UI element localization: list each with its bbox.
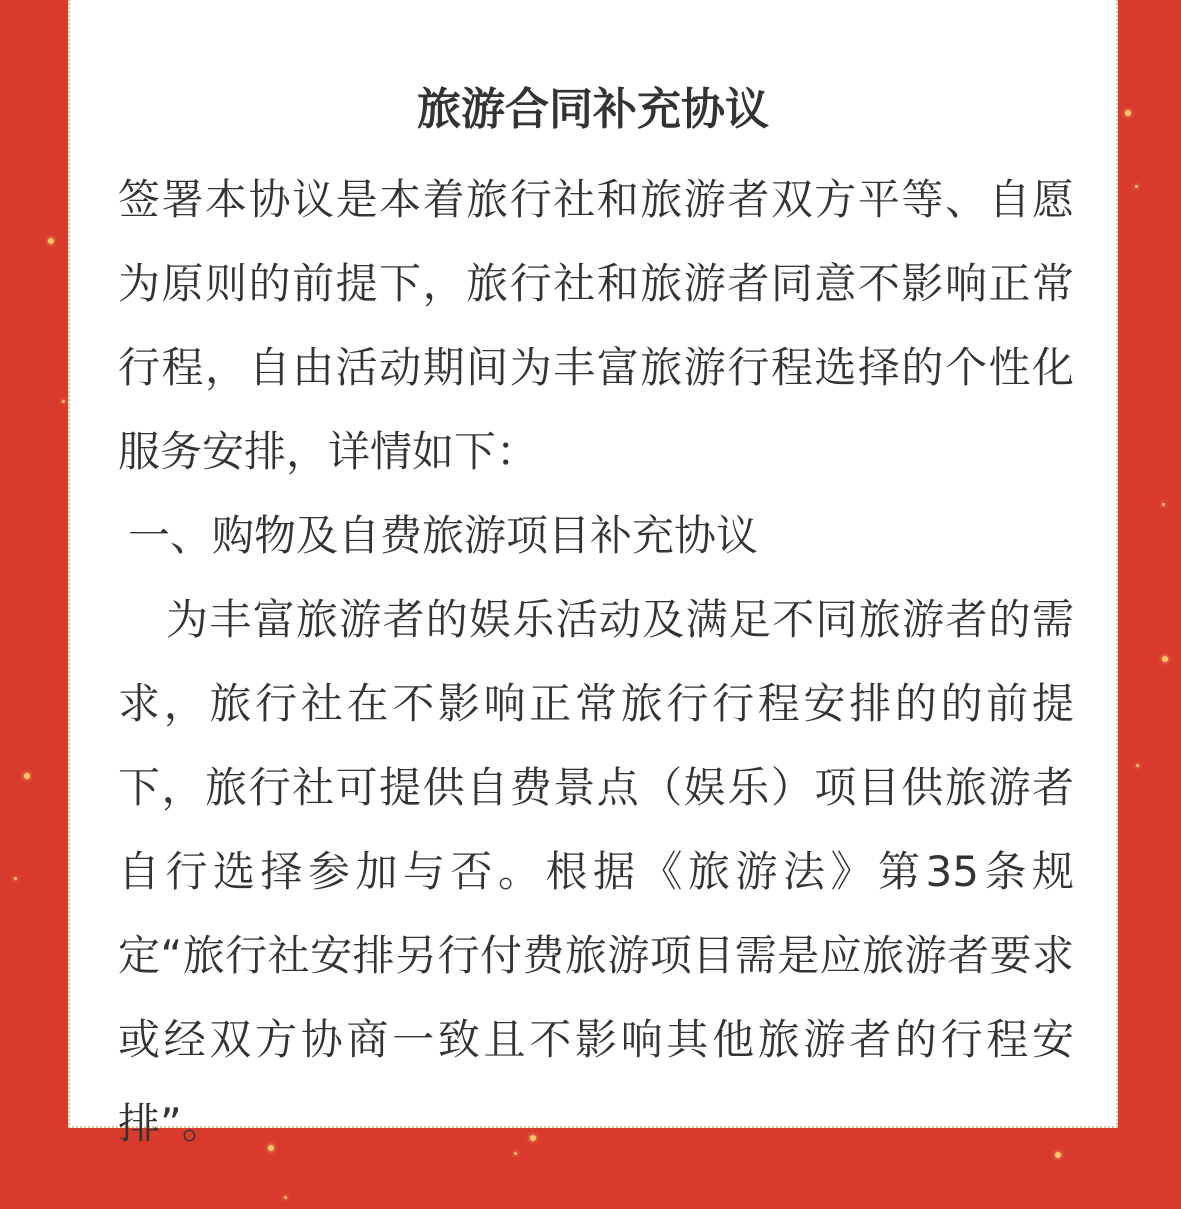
- sparkle-decoration: [62, 400, 65, 403]
- sparkle-decoration: [1125, 110, 1131, 116]
- document-card: [68, 0, 1118, 1148]
- sparkle-decoration: [1162, 503, 1165, 506]
- sparkle-decoration: [48, 238, 54, 244]
- document-title: 旅游合同补充协议: [417, 84, 769, 135]
- section-heading: 一、购物及自费旅游项目补充协议: [128, 511, 759, 560]
- sparkle-decoration: [1162, 656, 1168, 662]
- intro-paragraph: 签署本协议是本着旅行社和旅游者双方平等、自愿为原则的前提下，旅行社和旅游者同意不影响正常行程，自由活动期间为丰富旅游行程选择的个性化服务安排，详情如下：: [118, 175, 1074, 476]
- sparkle-decoration: [24, 773, 30, 779]
- sparkle-decoration: [284, 1196, 287, 1199]
- section-paragraph: 为丰富旅游者的娱乐活动及满足不同旅游者的需求，旅行社在不影响正常旅行行程安排的的前提下，旅行社可提供自费景点（娱乐）项目供旅游者自行选择参加与否。根据《旅游法》第35条规定“旅行社安排另行付费旅游项目需是应旅游者要求或经双方协商一致且不影响其他旅游者的行程安排”。: [118, 595, 1074, 1148]
- sparkle-decoration: [1136, 764, 1139, 767]
- sparkle-decoration: [14, 877, 17, 880]
- sparkle-decoration: [1135, 185, 1138, 188]
